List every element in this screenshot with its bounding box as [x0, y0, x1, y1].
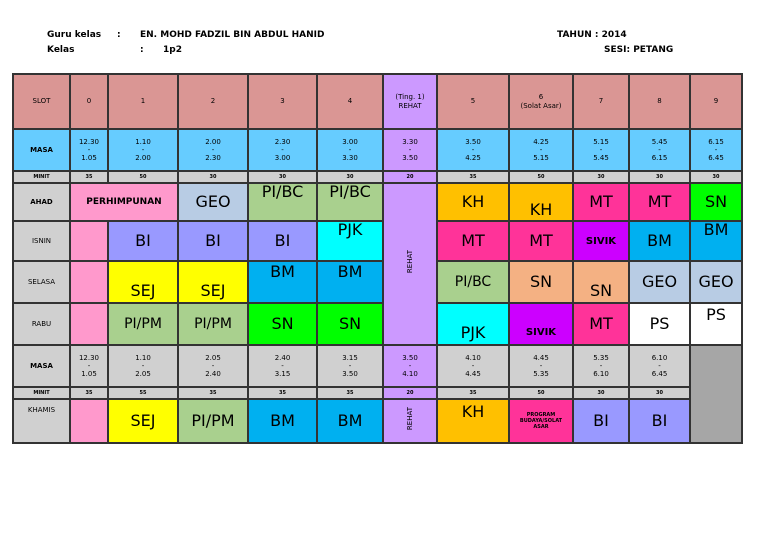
minit-cell: 50 [509, 387, 573, 399]
minit-cell: 30 [573, 387, 629, 399]
minit-cell: 20 [383, 387, 437, 399]
subject-cell: MT [573, 303, 629, 345]
slot-rehat-ting: (Ting. 1) [395, 93, 425, 102]
masa-row [13, 345, 742, 387]
subject-cell: KH [437, 183, 509, 221]
empty-cell [690, 345, 742, 443]
subject-cell: BM [248, 399, 317, 443]
masa-cell: 3.30 - 3.50 [383, 129, 437, 171]
minit-cell: 30 [317, 171, 383, 183]
perhimpunan-cell: PERHIMPUNAN [70, 183, 178, 221]
tahun: TAHUN : 2014 [557, 30, 627, 40]
subject-cell: MT [629, 183, 690, 221]
masa-cell: 12.30 - 1.05 [70, 345, 108, 387]
masa-cell: 2.40 - 3.15 [248, 345, 317, 387]
subject-cell: PI/BC [248, 183, 317, 221]
minit-label: MINIT [13, 387, 70, 399]
masa-label: MASA [13, 345, 70, 387]
subject-cell: PS [629, 303, 690, 345]
rehat-cell [383, 399, 437, 443]
subject-cell: BM [629, 221, 690, 261]
timetable [12, 73, 743, 444]
minit-row [13, 387, 742, 399]
empty-cell [70, 303, 108, 345]
minit-cell: 30 [178, 171, 248, 183]
subject-cell: SIVIK [509, 303, 573, 345]
masa-cell: 3.15 - 3.50 [317, 345, 383, 387]
subject-cell: MT [573, 183, 629, 221]
slot-5: 5 [437, 74, 509, 129]
masa-label: MASA [13, 129, 70, 171]
minit-cell: 55 [108, 387, 178, 399]
subject-cell: BI [248, 221, 317, 261]
empty-cell [70, 221, 108, 261]
subject-cell: SN [317, 303, 383, 345]
rehat-vertical-label: REHAT [406, 407, 414, 431]
subject-cell: KH [509, 183, 573, 221]
empty-cell [70, 399, 108, 443]
subject-cell: SN [573, 261, 629, 303]
day-label: AHAD [13, 183, 70, 221]
subject-cell: BI [573, 399, 629, 443]
minit-row [13, 171, 742, 183]
masa-cell: 2.00 - 2.30 [178, 129, 248, 171]
minit-cell: 30 [573, 171, 629, 183]
subject-cell: PJK [317, 221, 383, 261]
subject-cell: PJK [437, 303, 509, 345]
minit-cell: 35 [437, 387, 509, 399]
minit-cell: 30 [690, 171, 742, 183]
day-label: RABU [13, 303, 70, 345]
subject-cell: PS [690, 303, 742, 345]
slot-9: 9 [690, 74, 742, 129]
kelas-value: 1p2 [163, 45, 182, 55]
masa-cell: 5.35 - 6.10 [573, 345, 629, 387]
masa-cell: 4.25 - 5.15 [509, 129, 573, 171]
minit-cell: 35 [317, 387, 383, 399]
masa-cell: 4.45 - 5.35 [509, 345, 573, 387]
masa-cell: 5.15 - 5.45 [573, 129, 629, 171]
subject-cell: PI/BC [437, 261, 509, 303]
slot-8: 8 [629, 74, 690, 129]
masa-cell: 1.10 - 2.00 [108, 129, 178, 171]
minit-cell: 35 [248, 387, 317, 399]
subject-cell: SN [248, 303, 317, 345]
colon: : [117, 30, 121, 40]
subject-cell: BI [629, 399, 690, 443]
masa-cell: 3.50 - 4.25 [437, 129, 509, 171]
subject-cell: KH [437, 399, 509, 443]
masa-cell: 3.50 - 4.10 [383, 345, 437, 387]
day-row-ahad [13, 183, 742, 221]
subject-cell: MT [437, 221, 509, 261]
minit-cell: 30 [248, 171, 317, 183]
slot-0: 0 [70, 74, 108, 129]
subject-cell: SEJ [108, 399, 178, 443]
slot-rehat [383, 74, 437, 129]
masa-cell: 3.00 - 3.30 [317, 129, 383, 171]
day-label: SELASA [13, 261, 70, 303]
minit-cell: 35 [70, 387, 108, 399]
subject-cell: BI [108, 221, 178, 261]
masa-cell: 1.10 - 2.05 [108, 345, 178, 387]
slot-rehat-label: REHAT [398, 101, 422, 110]
guru-kelas-label: Guru kelas [47, 30, 102, 40]
slot-row [13, 74, 742, 129]
minit-cell: 20 [383, 171, 437, 183]
minit-cell: 35 [437, 171, 509, 183]
subject-cell: BM [690, 221, 742, 261]
subject-cell: GEO [629, 261, 690, 303]
day-row-isnin [13, 221, 742, 261]
masa-cell: 6.15 - 6.45 [690, 129, 742, 171]
subject-cell: BI [178, 221, 248, 261]
masa-cell: 5.45 - 6.15 [629, 129, 690, 171]
day-label: KHAMIS [13, 399, 70, 443]
minit-cell: 35 [70, 171, 108, 183]
rehat-cell [383, 183, 437, 345]
slot-1: 1 [108, 74, 178, 129]
subject-cell: PI/PM [108, 303, 178, 345]
subject-cell: BM [317, 261, 383, 303]
slot-3: 3 [248, 74, 317, 129]
slot-6-note: (Solat Asar) [520, 101, 562, 110]
subject-cell: PI/PM [178, 399, 248, 443]
subject-cell: BM [248, 261, 317, 303]
subject-cell: SEJ [108, 261, 178, 303]
masa-row [13, 129, 742, 171]
slot-7: 7 [573, 74, 629, 129]
kelas-label: Kelas [47, 45, 75, 55]
day-label: ISNIN [13, 221, 70, 261]
masa-cell: 2.05 - 2.40 [178, 345, 248, 387]
colon: : [140, 45, 144, 55]
minit-cell: 30 [629, 387, 690, 399]
subject-cell: BM [317, 399, 383, 443]
subject-cell: GEO [178, 183, 248, 221]
guru-kelas-value: EN. MOHD FADZIL BIN ABDUL HANID [140, 30, 325, 40]
minit-cell: 30 [629, 171, 690, 183]
day-row-rabu [13, 303, 742, 345]
minit-label: MINIT [13, 171, 70, 183]
subject-cell: PI/BC [317, 183, 383, 221]
minit-cell: 50 [509, 171, 573, 183]
empty-cell [70, 261, 108, 303]
subject-cell: SIVIK [573, 221, 629, 261]
day-row-selasa [13, 261, 742, 303]
rehat-vertical-label: REHAT [406, 250, 414, 274]
subject-cell: GEO [690, 261, 742, 303]
slot-4: 4 [317, 74, 383, 129]
subject-cell: PI/PM [178, 303, 248, 345]
minit-cell: 50 [108, 171, 178, 183]
masa-cell: 12.30 - 1.05 [70, 129, 108, 171]
subject-cell: SN [690, 183, 742, 221]
minit-cell: 35 [178, 387, 248, 399]
subject-cell: PROGRAM BUDAYA/SOLAT ASAR [509, 399, 573, 443]
masa-cell: 6.10 - 6.45 [629, 345, 690, 387]
masa-cell: 4.10 - 4.45 [437, 345, 509, 387]
sesi: SESI: PETANG [604, 45, 674, 55]
subject-cell: SEJ [178, 261, 248, 303]
slot-6 [509, 74, 573, 129]
slot-label: SLOT [13, 74, 70, 129]
masa-cell: 2.30 - 3.00 [248, 129, 317, 171]
subject-cell: MT [509, 221, 573, 261]
day-row-khamis [13, 399, 742, 443]
slot-2: 2 [178, 74, 248, 129]
subject-cell: SN [509, 261, 573, 303]
slot-6-num: 6 [538, 93, 544, 102]
